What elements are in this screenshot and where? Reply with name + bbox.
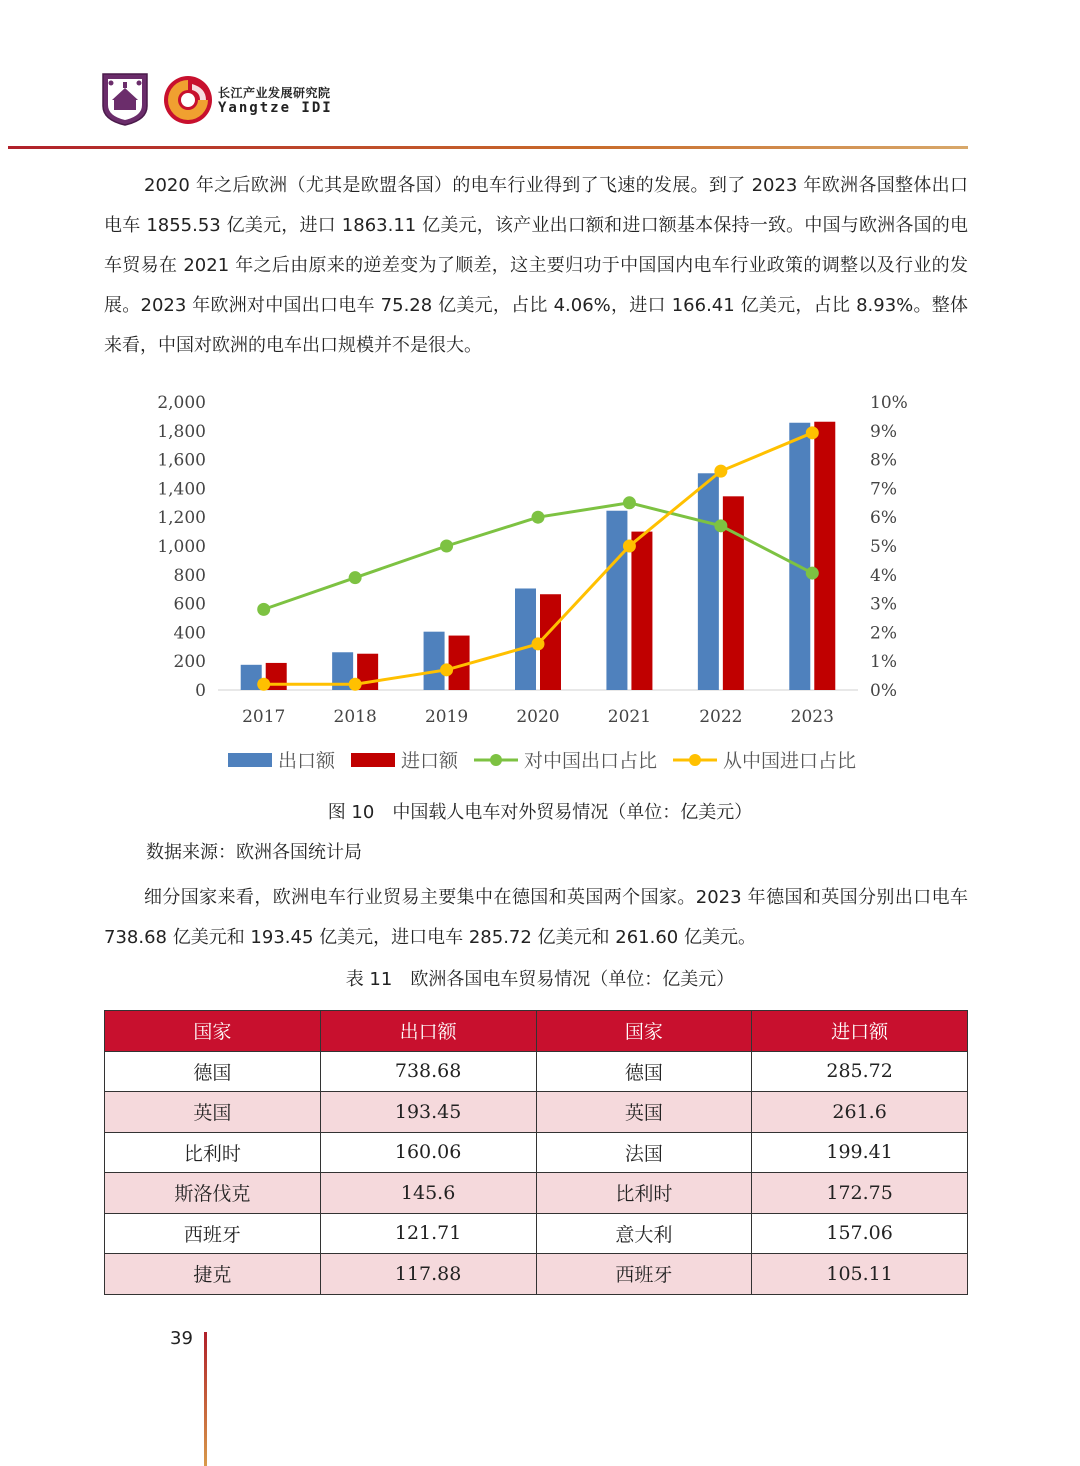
export-share-point [623,496,636,509]
import-bar [631,532,652,690]
body-paragraph-2: 细分国家来看，欧洲电车行业贸易主要集中在德国和英国两个国家。2023 年德国和英国分别出口电车 738.68 亿美元和 193.45 亿美元，进口电车 285.72 亿美元和 261.60 亿美元。 [104,887,968,948]
table-cell: 172.75 [752,1173,968,1214]
table-cell: 105.11 [752,1254,968,1295]
page-number: 39 [170,1328,193,1349]
table-row [105,1051,968,1092]
y-right-tick-label: 8% [870,450,897,471]
table-cell: 西班牙 [105,1213,321,1254]
table-cell: 英国 [105,1092,321,1133]
export-share-point [532,511,545,524]
table-row [105,1173,968,1214]
table-cell: 意大利 [536,1213,752,1254]
table-cell: 德国 [536,1051,752,1092]
y-right-tick-label: 0% [870,681,897,701]
table-cell: 261.6 [752,1092,968,1133]
y-right-tick-label: 2% [870,623,897,644]
header-logos [100,70,500,130]
table-cell: 德国 [105,1051,321,1092]
legend-swatch [490,754,502,766]
university-seal-icon [100,70,150,126]
y-right-tick-label: 3% [870,594,897,615]
legend-label: 出口额 [278,750,336,772]
export-share-point [257,603,270,616]
export-share-point [349,571,362,584]
legend-swatch [351,753,395,767]
x-tick-label: 2021 [607,707,652,727]
legend-swatch [689,754,701,766]
table-header-row [105,1011,968,1052]
x-tick-label: 2019 [424,707,469,727]
table-row [105,1254,968,1295]
y-left-tick-label: 200 [173,652,206,673]
legend-label: 从中国进口占比 [723,750,857,772]
export-share-point [806,567,819,580]
y-right-tick-label: 7% [870,479,897,500]
header-country-export: 国家 [105,1011,321,1052]
figure-caption: 图 10 中国载人电车对外贸易情况（单位：亿美元） [327,802,753,823]
header-import-value: 进口额 [752,1011,968,1052]
y-right-tick-label: 4% [870,565,897,586]
table-cell: 285.72 [752,1051,968,1092]
table-row [105,1213,968,1254]
export-bar [698,473,719,690]
table-cell: 738.68 [320,1051,536,1092]
table-cell: 157.06 [752,1213,968,1254]
y-right-tick-label: 1% [870,652,897,673]
import-bar [814,422,835,690]
legend-swatch [228,753,272,767]
x-tick-label: 2023 [790,707,834,727]
import-share-point [440,663,453,676]
import-share-point [623,540,636,553]
y-left-tick-label: 1,400 [157,479,206,500]
y-right-tick-label: 9% [870,421,897,442]
legend-label: 进口额 [401,750,459,772]
y-left-tick-label: 600 [173,594,206,615]
export-share-point [440,540,453,553]
table-cell: 121.71 [320,1213,536,1254]
x-tick-label: 2018 [333,707,377,727]
x-tick-label: 2020 [516,707,560,727]
import-share-point [532,637,545,650]
page-number-rule [204,1332,207,1466]
table-cell: 145.6 [320,1173,536,1214]
table-cell: 比利时 [105,1132,321,1173]
table-cell: 199.41 [752,1132,968,1173]
header-country-import: 国家 [536,1011,752,1052]
import-share-point [257,678,270,691]
import-share-point [714,465,727,478]
institute-logo-icon [162,74,214,126]
table-row [105,1132,968,1173]
import-share-point [806,426,819,439]
y-left-tick-label: 400 [173,623,206,644]
table-cell: 法国 [536,1132,752,1173]
y-left-tick-label: 1,000 [157,537,206,557]
body-paragraph-1: 2020 年之后欧洲（尤其是欧盟各国）的电车行业得到了飞速的发展。到了 2023 年欧洲各国整体出口电车 1855.53 亿美元，进口 1863.11 亿美元，该产业出口额和进口额基本保持一致。中国与欧洲各国的电车贸易在 2021 年之后由原来的逆差变为了顺差，这主要归功于中国国内电车行业政策的调整以及行业的发展。2023 年欧洲对中国出口电车 75.28 亿美元，占比 4.06%，进口 166.41 亿美元，占比 8.93%。整体来看，中国对欧洲的电车出口规模并不是很大。 [104,175,968,356]
y-left-tick-label: 0 [195,681,206,701]
table-cell: 比利时 [536,1173,752,1214]
table-cell: 160.06 [320,1132,536,1173]
y-left-tick-label: 1,200 [157,508,206,529]
table-cell: 193.45 [320,1092,536,1133]
y-right-tick-label: 10% [870,393,908,413]
trade-table [104,1010,968,1295]
brand-name-cn: 长江产业发展研究院 [218,86,331,100]
export-bar [789,423,810,690]
x-tick-label: 2022 [699,707,743,727]
legend-label: 对中国出口占比 [524,750,658,772]
source-note: 数据来源：欧洲各国统计局 [146,842,362,863]
y-left-tick-label: 800 [173,565,206,586]
export-bar [515,588,536,690]
brand-name-en: Yangtze IDI [218,100,333,116]
trade-chart [150,388,930,778]
table-cell: 英国 [536,1092,752,1133]
y-right-tick-label: 6% [870,508,897,529]
table-cell: 捷克 [105,1254,321,1295]
y-left-tick-label: 2,000 [157,393,206,413]
y-left-tick-label: 1,800 [157,421,206,442]
y-left-tick-label: 1,600 [157,450,206,471]
header-divider [8,146,968,149]
y-right-tick-label: 5% [870,537,897,557]
table-caption: 表 11 欧洲各国电车贸易情况（单位：亿美元） [345,969,735,990]
export-bar [424,632,445,690]
table-cell: 斯洛伐克 [105,1173,321,1214]
table-row [105,1092,968,1133]
header-export-value: 出口额 [320,1011,536,1052]
table-cell: 117.88 [320,1254,536,1295]
import-share-point [349,678,362,691]
x-tick-label: 2017 [242,707,286,727]
table-cell: 西班牙 [536,1254,752,1295]
export-bar [606,511,627,690]
export-share-point [714,519,727,532]
